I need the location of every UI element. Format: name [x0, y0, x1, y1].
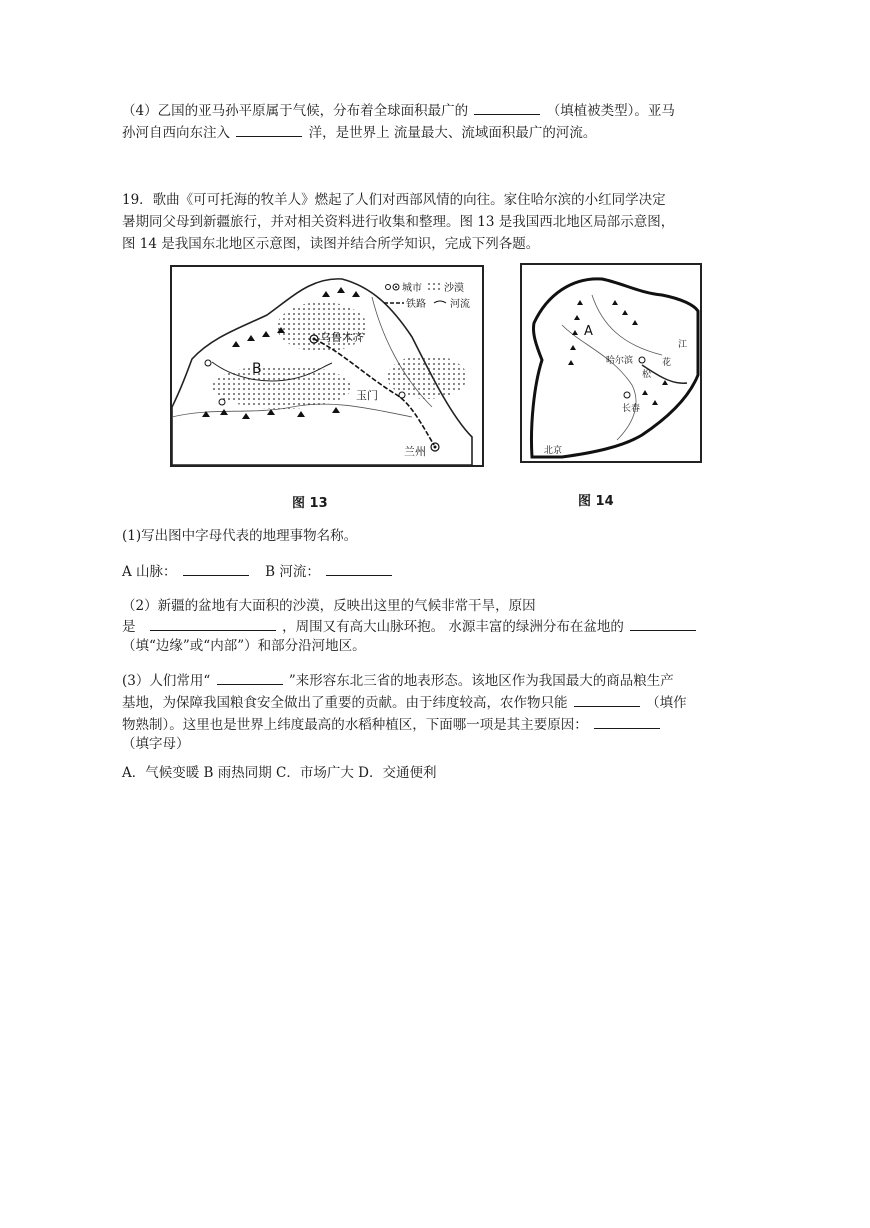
q19-intro-line1: 19．歌曲《可可托海的牧羊人》燃起了人们对西部风情的向往。家住哈尔滨的小红同学决定 [122, 192, 666, 208]
answer-blank-oasis-location[interactable] [630, 616, 696, 631]
label-song: 松 [642, 370, 652, 380]
label-b: B [252, 361, 262, 377]
label-yumen: 玉门 [356, 389, 378, 402]
q19-part3-line4: （填字母） [122, 736, 190, 752]
legend-city: 城市 [402, 283, 422, 294]
q18-part4-line1: （4）乙国的亚马孙平原属于气候，分布着全球面积最广的 （填植被类型）。亚马 [122, 100, 675, 121]
figure-14-caption: 图 14 [578, 494, 614, 509]
legend-river: 河流 [450, 299, 470, 310]
label-jiang: 江 [678, 340, 688, 350]
answer-blank-cropping[interactable] [574, 692, 640, 707]
legend-desert: 沙漠 [444, 283, 464, 294]
answer-blank-reason-letter[interactable] [594, 714, 660, 729]
answer-blank-landform[interactable] [217, 670, 283, 685]
q19-part2-line3: （填“边缘”或“内部”）和部分沿河地区。 [122, 638, 366, 654]
q19-part2-line1: （2）新疆的盆地有大面积的沙漠，反映出这里的气候非常干旱，原因 [122, 598, 536, 614]
q18-part4-line2: 孙河自西向东注入 洋，是世界上 流量最大、流域面积最广的河流。 [122, 122, 596, 143]
q19-part1-prompt: (1)写出图中字母代表的地理事物名称。 [122, 528, 358, 544]
label-hua: 花 [662, 358, 672, 368]
label-lanzhou: 兰州 [404, 445, 426, 458]
figure-13-northwest-map [170, 265, 484, 467]
q19-intro-line2: 暑期同父母到新疆旅行，并对相关资料进行收集和整理。图 13 是我国西北地区局部示意图， [122, 214, 675, 230]
label-changchun: 长春 [622, 404, 641, 414]
q19-part2-line2: 是 ，周围又有高大山脉环抱。 水源丰富的绿洲分布在盆地的 [122, 616, 698, 637]
q19-part3-line2: 基地，为保障我国粮食安全做出了重要的贡献。由于纬度较高，农作物只能 （填作 [122, 692, 687, 713]
label-a: A [584, 324, 593, 339]
label-urumqi: 乌鲁木齐 [320, 331, 364, 344]
answer-blank-vegetation[interactable] [474, 100, 540, 115]
legend-railway: 铁路 [406, 299, 426, 310]
q19-part3-line3: 物熟制）。这里也是世界上纬度最高的水稻种植区，下面哪一项是其主要原因： [122, 714, 662, 735]
answer-blank-reason[interactable] [150, 616, 276, 631]
map-legend [384, 281, 470, 310]
q19-part1-answers: A 山脉： B 河流： [122, 561, 394, 582]
q19-part3-line1: (3）人们常用“ ”来形容东北三省的地表形态。该地区作为我国最大的商品粮生产 [122, 670, 674, 691]
label-harbin: 哈尔滨 [606, 356, 634, 366]
figure-13-caption: 图 13 [292, 496, 328, 511]
answer-blank-ocean[interactable] [236, 122, 302, 137]
answer-blank-river-b[interactable] [326, 561, 392, 576]
answer-blank-mountain-a[interactable] [183, 561, 249, 576]
figure-14-northeast-map [520, 263, 702, 463]
label-beijing: 北京 [544, 446, 563, 456]
q19-intro-line3: 图 14 是我国东北地区示意图，读图并结合所学知识，完成下列各题。 [122, 236, 540, 252]
q19-options: A．气候变暖 B 雨热同期 C．市场广大 D．交通便利 [122, 765, 437, 781]
